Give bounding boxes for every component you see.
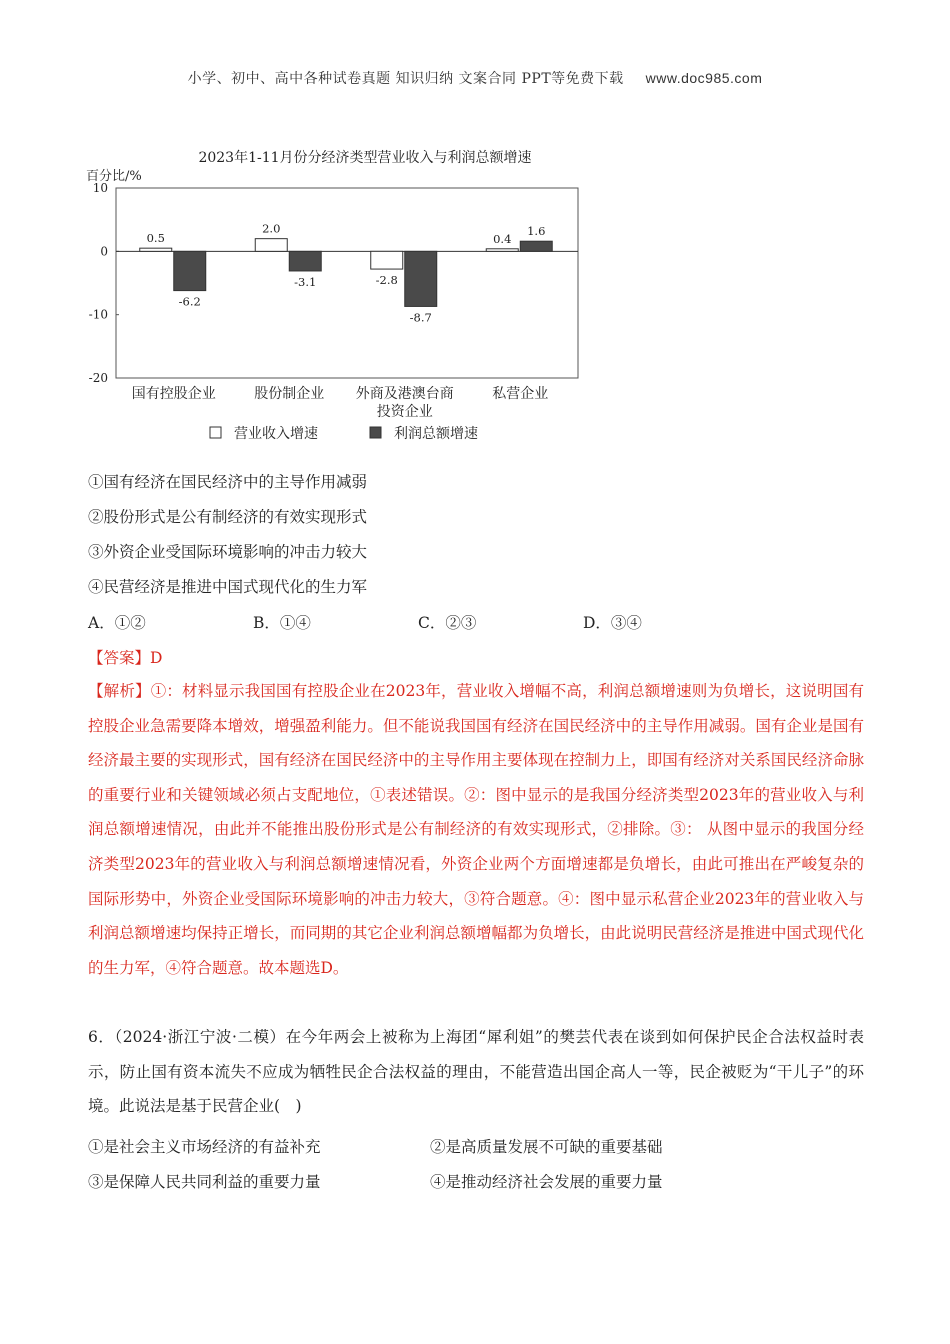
data-label: -6.2: [178, 294, 201, 309]
bar-profit: [289, 251, 321, 271]
chart-marks: [89, 181, 578, 442]
header-text: 小学、初中、高中各种试卷真题 知识归纳 文案合同 PPT等免费下载: [187, 71, 624, 87]
q6-item-2: ②是高质量发展不可缺的重要基础: [430, 1138, 663, 1156]
data-label: 2.0: [262, 221, 281, 236]
bar-revenue: [486, 249, 518, 252]
bar-revenue: [255, 239, 287, 252]
question-6-items-row-1: [88, 1135, 864, 1157]
y-tick-label: -10: [88, 307, 108, 322]
data-label: -2.8: [375, 273, 398, 288]
growth-bar-chart: [80, 140, 600, 450]
bar-profit: [405, 251, 437, 306]
category-label: 国有控股企业: [131, 386, 216, 402]
chart-title: 2023年1-11月份分经济类型营业收入与利润总额增速: [198, 150, 532, 166]
statement-3: ③外资企业受国际环境影响的冲击力较大: [88, 543, 368, 561]
data-label: 0.5: [146, 231, 165, 246]
page-header: [0, 68, 950, 88]
y-tick-label: -20: [88, 371, 108, 385]
q6-item-4: ④是推动经济社会发展的重要力量: [430, 1173, 663, 1191]
option-c[interactable]: C．②③: [418, 614, 477, 632]
category-label: 外商及港澳台商: [355, 386, 454, 402]
analysis-label: 【解析】: [88, 682, 151, 700]
question-6: 6．（2024·浙江宁波·二模）在今年两会上被称为上海团“犀利姐”的樊芸代表在谈到如何保护民企合法权益时表示，防止国有资本流失不应成为牺牲民企合法权益的理由，不能营造出国企高人一等，民企被贬为“干儿子”的环境。此说法是基于民营企业( ): [88, 1028, 864, 1116]
option-b[interactable]: B．①④: [253, 614, 311, 632]
answer-value: D: [150, 649, 163, 667]
category-label: 投资企业: [376, 404, 433, 420]
option-d[interactable]: D．③④: [583, 614, 642, 632]
answer-line: [88, 648, 162, 668]
data-label: 1.6: [527, 224, 546, 239]
q6-item-3: ③是保障人民共同利益的重要力量: [88, 1173, 321, 1191]
statement-4: ④民营经济是推进中国式现代化的生力军: [88, 578, 368, 596]
q6-item-1: ①是社会主义市场经济的有益补充: [88, 1138, 321, 1156]
option-a[interactable]: A．①②: [88, 614, 146, 632]
header-url[interactable]: www.doc985.com: [645, 70, 763, 86]
y-tick-label: 10: [92, 181, 108, 195]
bar-profit: [520, 241, 552, 251]
bar-revenue: [140, 248, 172, 251]
legend-swatch: [210, 427, 221, 438]
statement-1: ①国有经济在国民经济中的主导作用减弱: [88, 473, 368, 491]
data-label: -3.1: [294, 274, 317, 289]
data-label: 0.4: [493, 231, 512, 246]
question-6-items-row-2: [88, 1170, 864, 1192]
analysis-paragraph: [88, 674, 864, 985]
bar-profit: [174, 251, 206, 290]
legend-label: 利润总额增速: [394, 426, 478, 442]
analysis-text: ①：材料显示我国国有控股企业在2023年，营业收入增幅不高，利润总额增速则为负增长，这说明国有控股企业急需要降本增效，增强盈利能力。但不能说我国国有经济在国民经济中的主导作用减弱。国有企业是国有经济最主要的实现形式，国有经济在国民经济中的主导作用主要体现在控制力上，即国有经济对关系国民经济命脉的重要行业和关键领域必须占支配地位，①表述错误。②：图中显示的是我国分经济类型2023年的营业收入与利润总额增速情况，由此并不能推出股份形式是公有制经济的有效实现形式，②排除。③： 从图中显示的我国分经济类型2023年的营业收入与利润总额增速情况看，外资企业两个方面增速都是负增长，由此可推出在严峻复杂的国际形势中，外资企业受国际环境影响的冲击力较大，③符合题意。④：图中显示私营企业2023年的营业收入与利润总额增速均保持正增长，而同期的其它企业利润总额增幅都为负增长，由此说明民营经济是推进中国式现代化的生力军，④符合题意。故本题选D。: [88, 682, 864, 977]
bar-revenue: [371, 251, 403, 269]
answer-label: 【答案】: [88, 649, 151, 667]
statement-2: ②股份形式是公有制经济的有效实现形式: [88, 508, 368, 526]
legend-label: 营业收入增速: [234, 426, 318, 442]
y-axis-label: 百分比/%: [86, 169, 142, 184]
legend-swatch: [370, 427, 381, 438]
category-label: 私营企业: [492, 386, 549, 402]
data-label: -8.7: [409, 310, 432, 325]
category-label: 股份制企业: [254, 386, 325, 402]
y-tick-label: 0: [100, 244, 108, 259]
